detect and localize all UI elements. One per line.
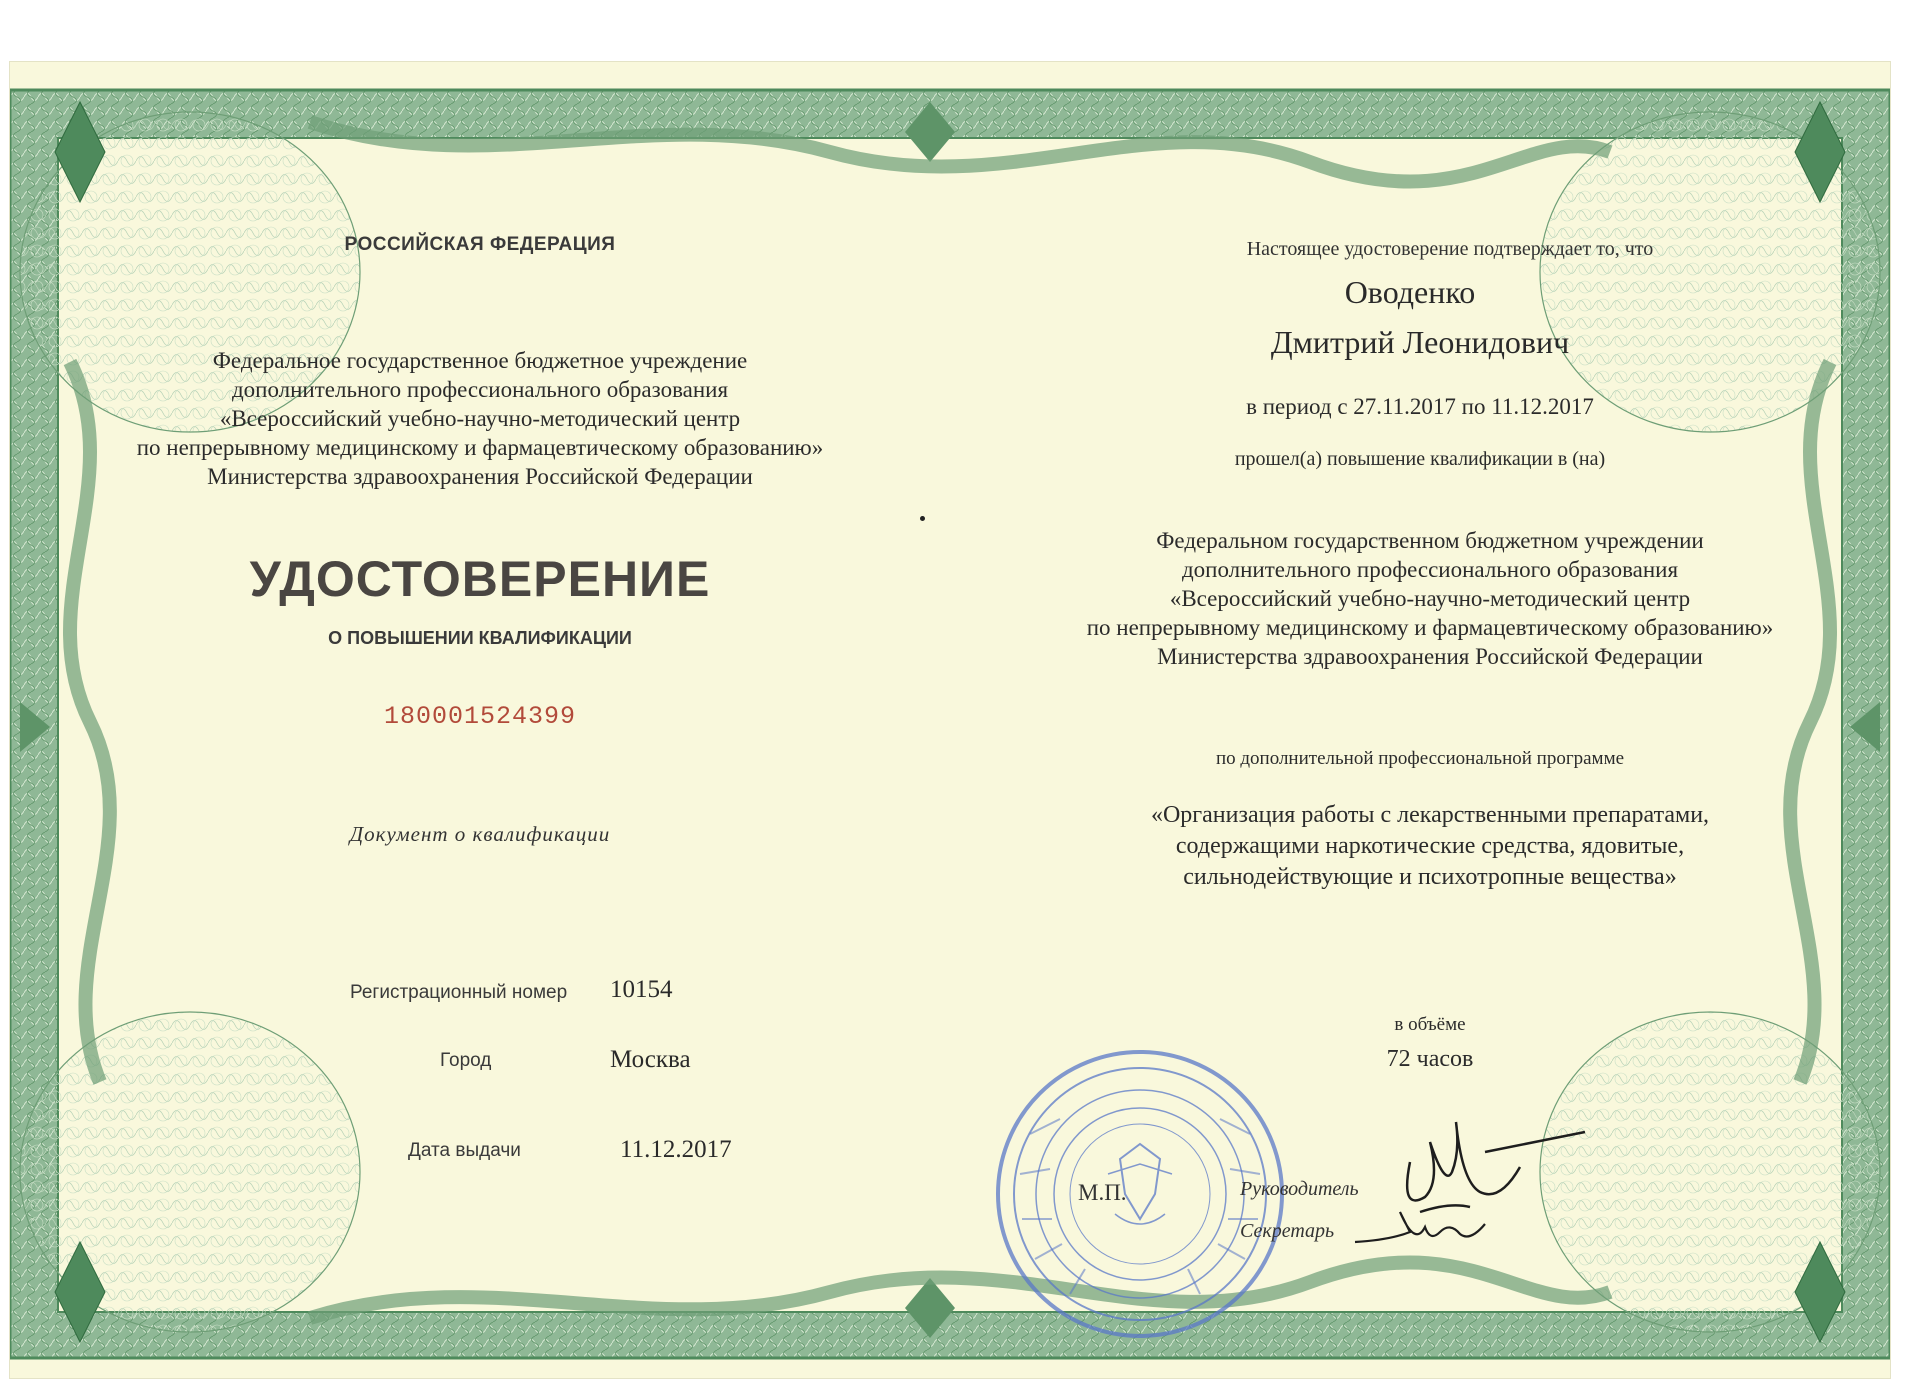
org-line: дополнительного профессионального образования [231, 377, 729, 402]
certificate-sheet [10, 62, 1890, 1378]
reg-number-label: Регистрационный номер [350, 982, 568, 1003]
program-line: содержащими наркотические средства, ядовитые, [1175, 833, 1685, 859]
org-line: по непрерывному медицинскому и фармацевтическому образованию» [136, 435, 824, 460]
org-line: Министерства здравоохранения Российской Федерации [1157, 644, 1703, 669]
city-value: Москва [610, 1046, 691, 1073]
volume-label: в объёме [1394, 1014, 1466, 1035]
org-line: Федеральное государственное бюджетное учреждение [212, 348, 748, 373]
org-line: Министерства здравоохранения Российской Федерации [207, 464, 753, 489]
passed-text: прошел(а) повышение квалификации в (на) [1234, 448, 1606, 470]
program-line: сильнодействующие и психотропные вещества» [1183, 864, 1677, 890]
org-line: «Всероссийский учебно-научно-методический центр [219, 406, 741, 431]
program-title [1010, 800, 1850, 893]
secretary-role-label: Секретарь [1240, 1220, 1335, 1242]
org-line: Федеральном государственном бюджетном учреждении [1156, 528, 1704, 553]
issue-date-value: 11.12.2017 [620, 1136, 732, 1163]
org-line: дополнительного профессионального образования [1181, 557, 1679, 582]
training-period: в период с 27.11.2017 по 11.12.2017 [1246, 394, 1594, 419]
secretary-signature-icon [1350, 1202, 1500, 1262]
confirmation-text: Настоящее удостоверение подтверждает то, что [1246, 238, 1654, 260]
training-organization [1010, 526, 1850, 671]
program-line: «Организация работы с лекарственными препаратами, [1150, 802, 1710, 828]
org-line: «Всероссийский учебно-научно-методический центр [1169, 586, 1691, 611]
reg-number-value: 10154 [610, 976, 673, 1003]
serial-number: 180001524399 [383, 702, 577, 731]
program-label: по дополнительной профессиональной программе [1215, 748, 1625, 769]
document-title: УДОСТОВЕРЕНИЕ [249, 551, 711, 607]
issue-date-label: Дата выдачи [408, 1140, 521, 1161]
issuer-organization [70, 346, 890, 491]
city-label: Город [440, 1050, 492, 1071]
country-heading: РОССИЙСКАЯ ФЕДЕРАЦИЯ [344, 234, 616, 255]
head-role-label: Руководитель [1240, 1178, 1359, 1200]
seal-place-label: М.П. [1078, 1180, 1127, 1205]
holder-given-names: Дмитрий Леонидович [1270, 324, 1570, 360]
holder-surname: Оводенко [1344, 274, 1476, 310]
org-line: по непрерывному медицинскому и фармацевтическому образованию» [1086, 615, 1774, 640]
volume-value: 72 часов [1386, 1046, 1474, 1072]
document-kind: Документ о квалификации [349, 822, 611, 846]
ink-dot [920, 516, 925, 521]
document-subtitle: О ПОВЫШЕНИИ КВАЛИФИКАЦИИ [328, 628, 632, 648]
